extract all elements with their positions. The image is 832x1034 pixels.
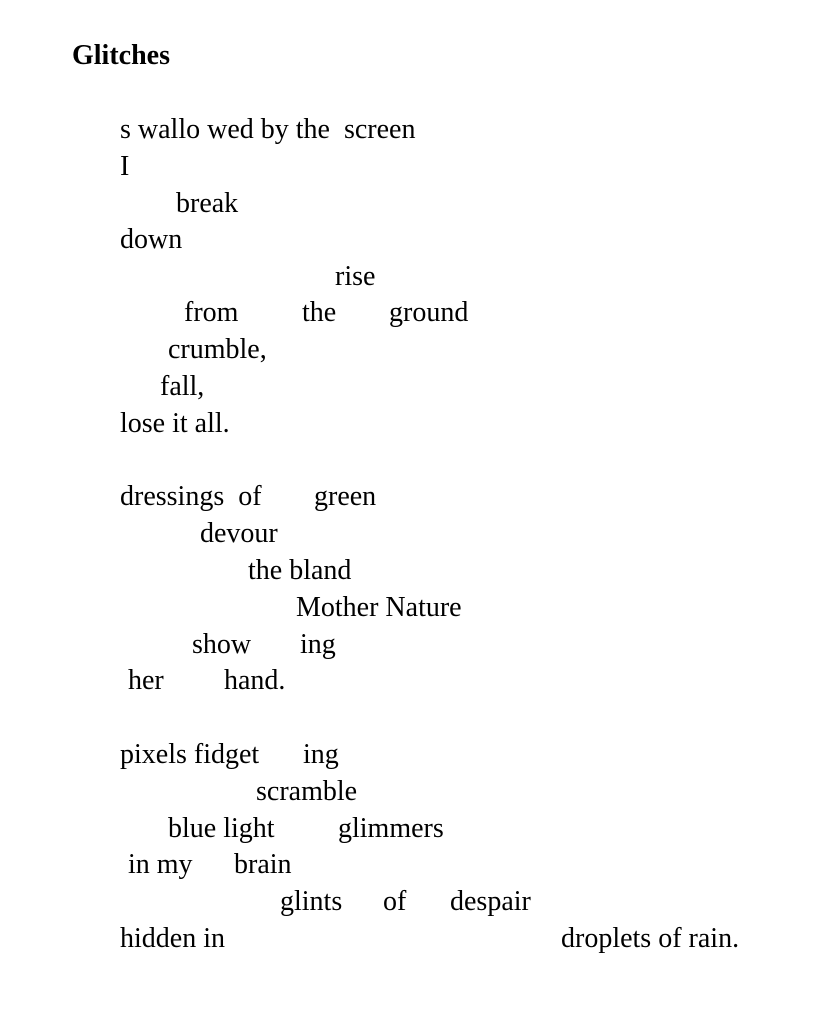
poem-word: green: [314, 481, 377, 512]
poem-word: ing: [303, 739, 339, 770]
poem-word: dressings of: [120, 481, 262, 512]
poem-line: the bland: [248, 555, 352, 586]
poem-line: scramble: [256, 776, 358, 807]
poem-word: ground: [389, 297, 469, 328]
poem-word: despair: [450, 886, 531, 917]
poem-line: s wallo wed by the screen: [120, 114, 416, 145]
poem-title: Glitches: [72, 40, 170, 71]
poem-word: blue light: [168, 813, 275, 844]
poem-word: droplets of rain.: [561, 923, 740, 954]
poem-word: show: [192, 629, 252, 660]
poem-line: down: [120, 224, 183, 255]
poem-word: from: [184, 297, 239, 328]
poem-line: devour: [200, 518, 278, 549]
poem-word: hidden in: [120, 923, 225, 954]
poem-word: the: [302, 297, 337, 328]
poem-word: glimmers: [338, 813, 444, 844]
poem-word: in my: [128, 849, 193, 880]
poem-word: of: [383, 886, 407, 917]
poem-word: pixels fidget: [120, 739, 260, 770]
poem-word: her: [128, 665, 164, 696]
poem-line: rise: [335, 261, 376, 292]
poem-line: Mother Nature: [296, 592, 462, 623]
poem-line: break: [176, 188, 239, 219]
poem-word: glints: [280, 886, 343, 917]
poem-line: fall,: [160, 371, 205, 402]
poem-word: brain: [234, 849, 292, 880]
poem-line: lose it all.: [120, 408, 230, 439]
poem-word: ing: [300, 629, 336, 660]
poem-line: I: [120, 151, 130, 182]
poem-word: hand.: [224, 665, 286, 696]
poem-line: crumble,: [168, 334, 267, 365]
